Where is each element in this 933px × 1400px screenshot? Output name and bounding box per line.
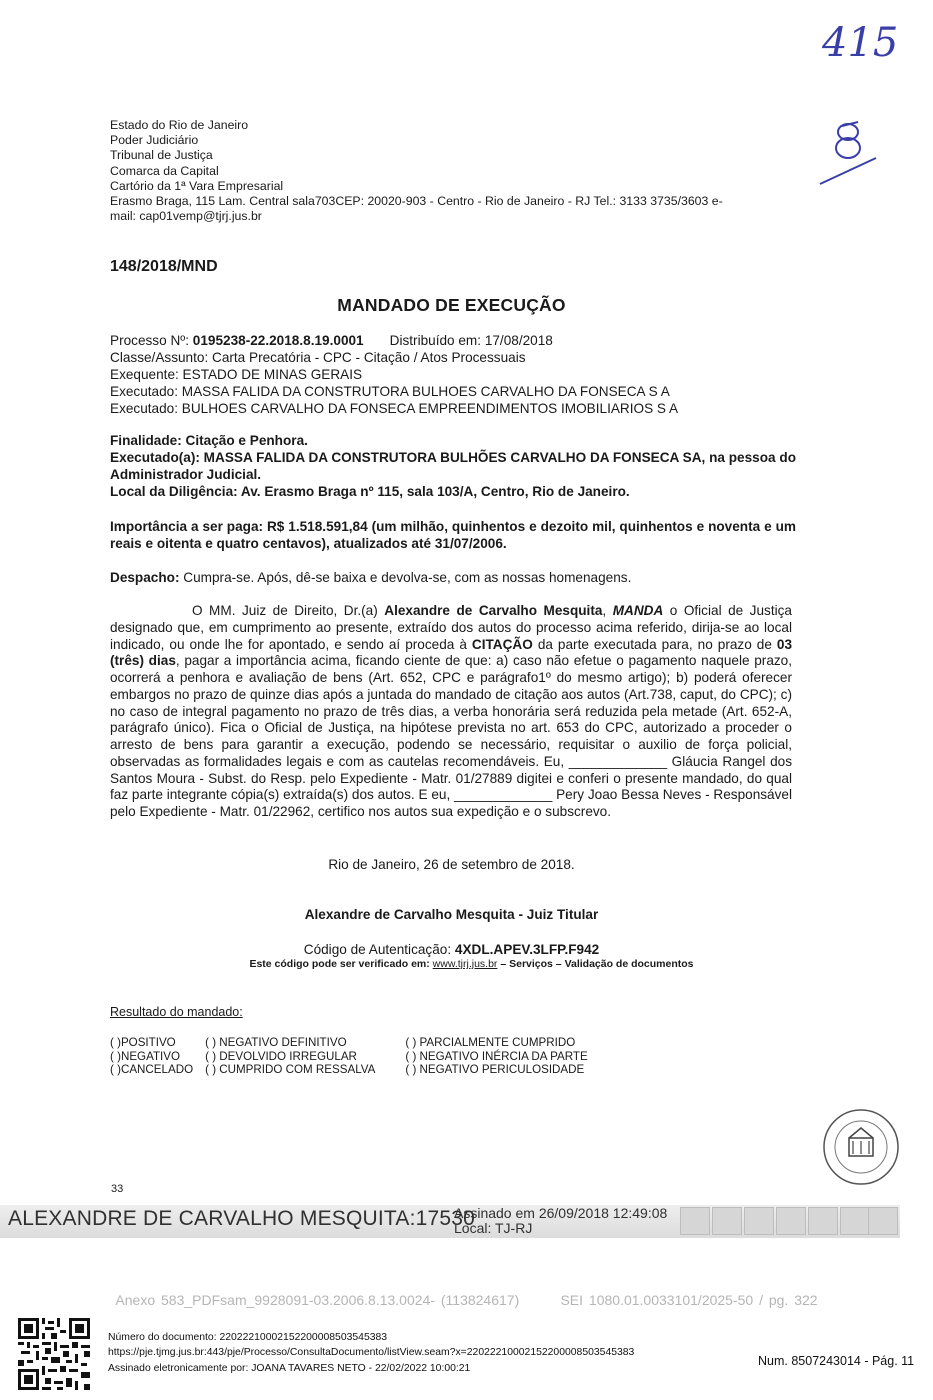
distributed-date: Distribuído em: 17/08/2018 <box>389 333 553 348</box>
process-executado: Executado: BULHOES CARVALHO DA FONSECA EMPREENDIMENTOS IMOBILIARIOS S A <box>110 401 679 416</box>
header-line: Estado do Rio de Janeiro <box>110 118 249 132</box>
footer-url[interactable]: https://pje.tjmg.jus.br:443/pje/Processo/ConsultaDocumento/listView.seam?x=22022210002152200008503545383 <box>108 1347 635 1359</box>
manda-word: MANDA <box>612 603 664 618</box>
result-option: ( ) NEGATIVO DEFINITIVO <box>205 1036 347 1049</box>
process-number: 0195238-22.2018.8.19.0001 <box>192 333 364 348</box>
executado-line: Executado(a): MASSA FALIDA DA CONSTRUTORA BULHÕES CARVALHO DA FONSECA SA, na pessoa do Administrador Judicial. <box>110 450 796 482</box>
signature-stripe <box>868 1207 898 1235</box>
handwritten-initials-icon <box>812 112 882 192</box>
auth-label: Código de Autenticação: <box>303 942 455 957</box>
result-option: ( )CANCELADO <box>110 1063 194 1076</box>
court-seal-icon <box>822 1108 900 1186</box>
body-text-part: , pagar a importância acima, ficando ciente de que: a) caso não efetue o pagamento naquele prazo, ocorrerá a penhora e avaliação de bens (Art. 652, CPC e parágrafo1º do mesmo artigo); b) poderá oferecer embargos no prazo de quinze dias após a juntada do mandado de citação aos autos (Art.738, caput, do CPC); c) no caso de integral pagamento no prazo de três dias, a verba honorária será reduzida pela metade (Art. 652-A, parágrafo único). Fica o Oficial de Justiça, na hipótese prevista no art. 653 do CPC, autorizado a proceder o arresto de bens para garantir a execução, podendo se necessário, requisitar o auxilio de força policial, observadas as formalidades legais e com as cautelas recomendáveis. Eu, _____________ Gláucia Rangel dos Santos Moura - Subst. do Resp. pelo Expediente - Matr. 01/27889 digitei e conferi o presente mandado, do qual faz parte integrante cópia(s) extraída(s) dos autos. E eu, _____________ Pery Joao Bessa Neves - Responsável pelo Expediente - Matr. 01/22962, certifico nos autos sua expedição e o subscrevo. <box>110 653 793 819</box>
result-option: ( ) NEGATIVO PERICULOSIDADE <box>405 1063 585 1076</box>
signature-stripe <box>808 1207 838 1235</box>
finalidade-line: Finalidade: Citação e Penhora. <box>110 433 308 448</box>
document-page-num: Num. 8507243014 - Pág. 11 <box>758 1354 915 1368</box>
authentication-code-line <box>0 942 903 957</box>
verification-note <box>0 958 933 970</box>
table-row <box>110 1036 600 1050</box>
result-option: ( ) PARCIALMENTE CUMPRIDO <box>405 1036 576 1049</box>
body-text-part: O MM. Juiz de Direito, Dr.(a) <box>192 603 385 618</box>
verify-suffix: – Serviços – Validação de documentos <box>497 958 694 970</box>
despacho-label: Despacho: <box>110 570 180 585</box>
header-line: Comarca da Capital <box>110 163 219 178</box>
process-label: Processo Nº: <box>110 333 193 348</box>
mandate-body <box>110 603 792 821</box>
signature-local: Local: TJ-RJ <box>454 1219 533 1236</box>
signature-stripe <box>840 1207 870 1235</box>
judge-name: Alexandre de Carvalho Mesquita <box>384 603 603 618</box>
verify-link[interactable]: www.tjrj.jus.br <box>432 958 498 970</box>
local-diligencia: Local da Diligência: Av. Erasmo Braga nº 115, sala 103/A, Centro, Rio de Janeiro. <box>110 484 630 499</box>
body-text-part: , <box>602 603 613 618</box>
process-executado: Executado: MASSA FALIDA DA CONSTRUTORA BULHOES CARVALHO DA FONSECA S A <box>110 384 670 399</box>
citacao-word: CITAÇÃO <box>471 636 533 652</box>
finalidade-block <box>110 432 796 500</box>
verify-prefix: Este código pode ser verificado em: <box>249 958 433 970</box>
footer-signed-by: Assinado eletronicamente por: JOANA TAVARES NETO - 22/02/2022 10:00:21 <box>108 1362 471 1374</box>
signature-stripe <box>680 1207 710 1235</box>
header-line: Poder Judiciário <box>110 133 199 148</box>
header-line: Cartório da 1ª Vara Empresarial <box>110 178 284 193</box>
table-row <box>110 1050 600 1064</box>
result-options <box>110 1036 600 1077</box>
result-option: ( ) CUMPRIDO COM RESSALVA <box>205 1063 376 1076</box>
digital-signature-info <box>454 1206 667 1235</box>
despacho-line <box>110 569 796 586</box>
digital-signer-name: ALEXANDRE DE CARVALHO MESQUITA:17530 <box>8 1207 476 1230</box>
court-header <box>110 118 790 224</box>
result-option: ( )POSITIVO <box>110 1036 176 1049</box>
document-title: MANDADO DE EXECUÇÃO <box>337 295 566 315</box>
despacho-text: Cumpra-se. Após, dê-se baixa e devolva-se, com as nossas homenagens. <box>179 570 632 585</box>
table-row <box>110 1063 600 1077</box>
process-info <box>110 332 810 417</box>
process-exequente: Exequente: ESTADO DE MINAS GERAIS <box>110 367 363 382</box>
signature-stripe <box>712 1207 742 1235</box>
result-option: ( ) NEGATIVO INÉRCIA DA PARTE <box>405 1049 588 1063</box>
auth-code: 4XDL.APEV.3LFP.F942 <box>454 942 600 957</box>
result-option: ( )NEGATIVO <box>110 1049 180 1063</box>
prazo-text: 03 (três) dias <box>110 636 793 669</box>
body-text-part: da parte executada para, no prazo de <box>532 636 777 652</box>
result-title: Resultado do mandado: <box>110 1005 243 1019</box>
judge-signature: Alexandre de Carvalho Mesquita - Juiz Titular <box>304 907 599 922</box>
body-text-part: o Oficial de Justiça designado que, em cumprimento ao presente, extraído dos autos do processo acima referido, dirija-se ao local indicado, ou onde lhe for apontado, e sendo aí proceda à <box>110 603 792 652</box>
signature-stripe <box>744 1207 774 1235</box>
signature-date: Assinado em 26/09/2018 12:49:08 <box>454 1205 668 1221</box>
process-number-line <box>110 332 810 349</box>
page-number: 33 <box>111 1183 124 1195</box>
result-option: ( ) DEVOLVIDO IRREGULAR <box>205 1049 357 1063</box>
qr-code-icon <box>18 1318 90 1390</box>
signature-stripe <box>776 1207 806 1235</box>
header-line: Erasmo Braga, 115 Lam. Central sala703CEP: 20020-903 - Centro - Rio de Janeiro - RJ Tel.: 3133 3735/3603 e- <box>110 194 723 209</box>
footer-doc-number: Número do documento: 22022210002152200008503545383 <box>108 1332 388 1343</box>
place-date: Rio de Janeiro, 26 de setembro de 2018. <box>328 857 575 872</box>
electronic-footer <box>108 1330 634 1376</box>
handwritten-page-number: 415 <box>822 20 899 66</box>
process-class: Classe/Assunto: Carta Precatória - CPC - Citação / Atos Processuais <box>110 350 526 365</box>
document-reference: 148/2018/MND <box>110 258 218 275</box>
annex-reference: Anexo 583_PDFsam_9928091-03.2006.8.13.0024- (113824617) SEI 1080.01.0033101/2025-50 / pg. 322 <box>115 1292 818 1308</box>
importancia-text: Importância a ser paga: R$ 1.518.591,84 (um milhão, quinhentos e dezoito mil, quinhentos e noventa e um reais e oitenta e quatro centavos), atualizados até 31/07/2006. <box>110 519 796 551</box>
header-line: mail: cap01vemp@tjrj.jus.br <box>110 209 262 224</box>
header-line: Tribunal de Justiça <box>110 148 213 163</box>
